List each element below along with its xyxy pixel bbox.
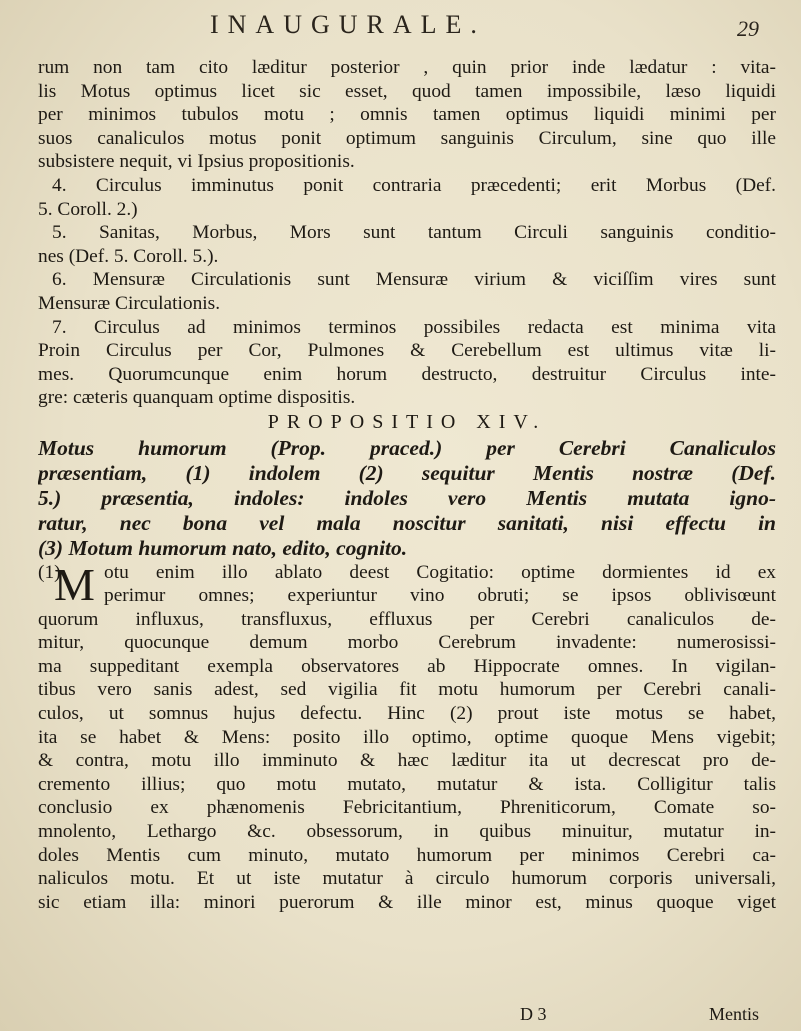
- text-line: Mensuræ Circulationis.: [38, 292, 221, 314]
- text-line: nes (Def. 5. Coroll. 5.).: [38, 245, 219, 267]
- numbered-item-5: 5. Sanitas, Morbus, Mors sunt tantum Circuli sanguinis conditio-: [52, 222, 776, 244]
- text-line: Proin Circulus per Cor, Pulmones & Cerebellum est ultimus vitæ li-: [38, 340, 776, 362]
- numbered-item-7: 7. Circulus ad minimos terminos possibiles redacta est minima vita: [52, 316, 776, 338]
- paragraph-opening: [38, 558, 776, 610]
- numbered-item-4: 4. Circulus imminutus ponit contraria præcedenti; erit Morbus (Def.: [52, 174, 776, 196]
- text-line: & contra, motu illo imminuto & hæc læditur ita ut decrescat pro de-: [38, 750, 776, 772]
- proposition-title-line: 5.) præsentia, indoles: indoles vero Mentis mutata igno-: [38, 485, 776, 510]
- text-line: mnolento, Lethargo &c. obsessorum, in quibus minuitur, mutatur in-: [38, 821, 776, 843]
- text-line: doles Mentis cum minuto, mutato humorum per minimos Cerebri ca-: [38, 844, 776, 866]
- text-line: per minimos tubulos motu ; omnis tamen optimus liquidi minimi per: [38, 104, 776, 126]
- text-line: tibus vero sanis adest, sed vigilia fit motu humorum per Cerebri canali-: [38, 679, 776, 701]
- text-line: cremento illius; quo motu mutato, mutatur & ista. Colligitur talis: [38, 773, 776, 795]
- proposition-heading: PROPOSITIO XIV.: [267, 410, 547, 433]
- proposition-title-line: Motus humorum (Prop. praced.) per Cerebri Canaliculos: [38, 435, 776, 460]
- drop-capital: M: [54, 558, 95, 610]
- text-line: lis Motus optimus licet sic esset, quod tamen impossibile, læso liquidi: [38, 80, 776, 102]
- numbered-item-6: 6. Mensuræ Circulationis sunt Mensuræ virium & viciſſim vires sunt: [52, 269, 776, 291]
- signature-mark: D 3: [520, 1004, 547, 1024]
- proposition-title-line: præsentiam, (1) indolem (2) sequitur Mentis nostræ (Def.: [38, 460, 776, 485]
- text-line: naliculos motu. Et ut iste mutatur à circulo humorum corporis universali,: [38, 868, 776, 890]
- page-header: [0, 6, 801, 46]
- text-line: mes. Quorumcunque enim horum destructo, destruitur Circulus inte-: [38, 363, 776, 385]
- page-footer: [0, 1004, 801, 1028]
- catchword: Mentis: [708, 1004, 759, 1024]
- text-line: ma suppeditant exempla observatores ab Hippocrate omnes. In vigilan-: [38, 655, 776, 677]
- running-head: INAUGURALE.: [210, 10, 486, 39]
- text-line: gre: cæteris quanquam optime dispositis.: [38, 387, 356, 409]
- text-line: quorum influxus, transfluxus, effluxus per Cerebri canaliculos de-: [38, 608, 776, 630]
- text-line: suos canaliculos motus ponit optimum sanguinis Circulum, sine quo ille: [38, 127, 776, 149]
- text-line: subsistere nequit, vi Ipsius propositionis.: [38, 151, 355, 173]
- page-body: [38, 56, 776, 914]
- text-line: rum non tam cito læditur posterior , quin prior inde lædatur : vita-: [38, 57, 776, 78]
- text-line: conclusio ex phænomenis Febricitantium, Phreniticorum, Comate so-: [38, 797, 776, 819]
- text-line: sic etiam illa: minori puerorum & ille minor est, minus quoque viget: [38, 891, 776, 913]
- proposition-title-line: (3) Motum humorum nato, edito, cognito.: [38, 535, 408, 560]
- text-line: 5. Coroll. 2.): [38, 198, 138, 220]
- proposition-title-line: ratur, nec bona vel mala noscitur sanitati, nisi effectu in: [38, 510, 776, 535]
- text-line: ita se habet & Mens: posito illo optimo, optime quoque Mens vigebit;: [38, 726, 776, 748]
- text-line: mitur, quocunque demum morbo Cerebrum invadente: numerosissi-: [38, 632, 776, 654]
- text-line: perimur omnes; experiuntur vino obruti; se ipsos oblivisœunt: [104, 585, 776, 607]
- text-line: culos, ut somnus hujus defectu. Hinc (2) prout iste motus se habet,: [38, 703, 776, 725]
- paragraph-number: (1): [38, 561, 61, 583]
- page-number: 29: [737, 16, 759, 41]
- text-line: otu enim illo ablato deest Cogitatio: optime dormientes id ex: [104, 561, 776, 583]
